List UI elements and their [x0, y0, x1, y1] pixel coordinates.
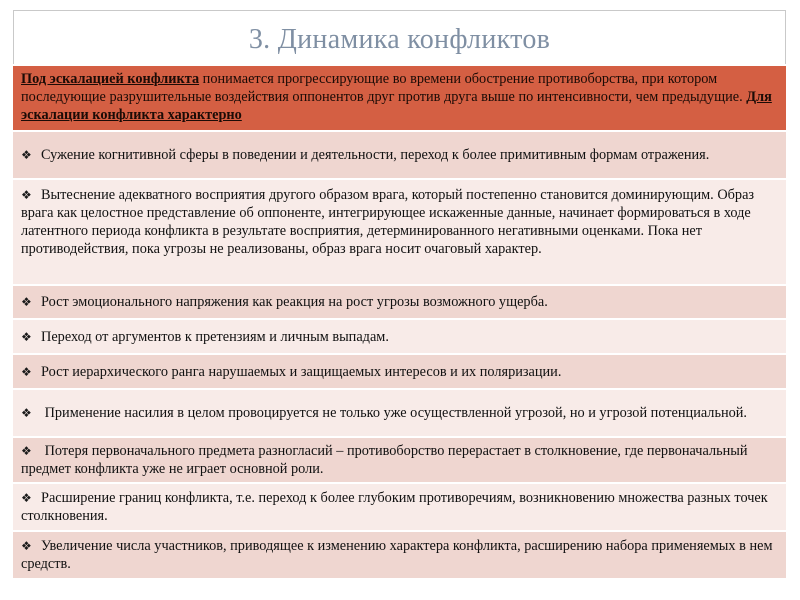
- slide-title: 3. Динамика конфликтов: [248, 23, 551, 55]
- intro-bold-lead: Под эскалацией конфликта: [21, 71, 200, 87]
- diamond-bullet-icon: ❖: [21, 491, 32, 505]
- title-box: [13, 10, 786, 64]
- intro-row: [13, 66, 786, 132]
- list-item-text: Вытеснение адекватного восприятия другого образом врага, который постепенно становится доминирующим. Образ врага как целостное представление об оппоненте, интегрирующее искаженные данные, начинает формироваться в ходе латентного периода конфликта в результате восприятия, детерминированного негативными оценками. Пока нет противодействия, пока угрозы не реализованы, образ врага носит очаговый характер.: [21, 187, 755, 257]
- content-table: [13, 66, 786, 580]
- list-item: [13, 355, 786, 390]
- list-item: [13, 390, 786, 438]
- intro-body: понимается прогрессирующие во времени обострение противоборства, при котором последующие разрушительные воздействия оппонентов друг против друга выше по интенсивности, чем предыдущие.: [21, 71, 747, 105]
- list-item: [13, 132, 786, 180]
- list-item: [13, 438, 786, 484]
- list-item-text: Рост иерархического ранга нарушаемых и защищаемых интересов и их поляризации.: [41, 363, 562, 380]
- list-item: [13, 320, 786, 355]
- diamond-bullet-icon: ❖: [21, 444, 32, 458]
- diamond-bullet-icon: ❖: [21, 188, 32, 202]
- list-item-text: Потеря первоначального предмета разногласий – противоборство перерастает в столкновение, где первоначальный предмет конфликта уже не играет основной роли.: [21, 443, 748, 477]
- list-item: [13, 180, 786, 286]
- list-item-text: Переход от аргументов к претензиям и личным выпадам.: [41, 328, 389, 345]
- list-item-text: Рост эмоционального напряжения как реакция на рост угрозы возможного ущерба.: [41, 294, 548, 310]
- list-item-text: Применение насилия в целом провоцируется не только уже осуществленной угрозой, но и угрозой потенциальной.: [41, 405, 747, 421]
- list-item: [13, 532, 786, 580]
- intro-text: [21, 70, 778, 124]
- list-item: [13, 484, 786, 532]
- diamond-bullet-icon: ❖: [21, 406, 32, 420]
- diamond-bullet-icon: ❖: [21, 295, 32, 309]
- list-item-text: Сужение когнитивной сферы в поведении и деятельности, переход к более примитивным формам отражения.: [41, 147, 710, 163]
- diamond-bullet-icon: ❖: [21, 539, 32, 553]
- list-item-text: Увеличение числа участников, приводящее к изменению характера конфликта, расширению набора применяемых в нем средств.: [21, 538, 773, 572]
- diamond-bullet-icon: ❖: [21, 329, 32, 344]
- diamond-bullet-icon: ❖: [21, 364, 32, 379]
- diamond-bullet-icon: ❖: [21, 148, 32, 162]
- intro-bold-tail: Для эскалации конфликта характерно: [21, 89, 772, 123]
- list-item: [13, 286, 786, 320]
- list-item-text: Расширение границ конфликта, т.е. переход к более глубоким противоречиям, возникновению множества разных точек столкновения.: [21, 490, 768, 524]
